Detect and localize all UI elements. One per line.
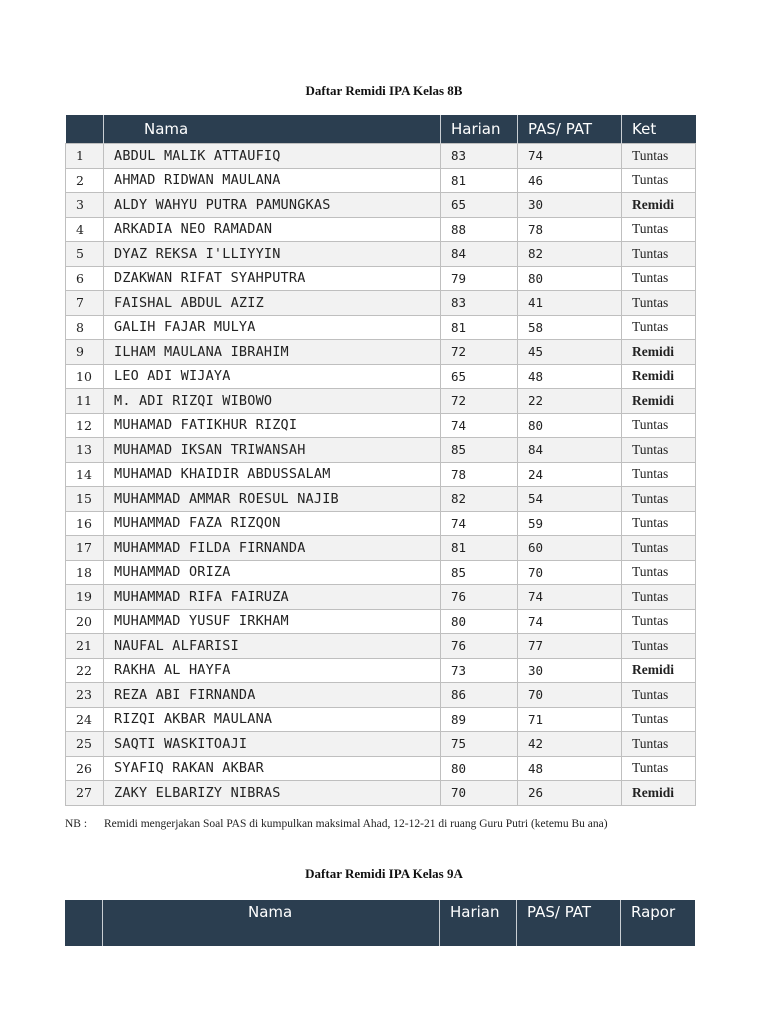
- row-pas-pat: 74: [518, 585, 622, 610]
- row-ket: Tuntas: [622, 732, 696, 757]
- row-pas-pat: 48: [518, 756, 622, 781]
- table-row: [66, 707, 696, 732]
- table-row: [66, 242, 696, 267]
- table-row: [66, 438, 696, 463]
- row-ket: Tuntas: [622, 168, 696, 193]
- row-ket: Tuntas: [622, 462, 696, 487]
- row-ket: Tuntas: [622, 291, 696, 316]
- table-row: [66, 462, 696, 487]
- row-harian: 81: [441, 315, 518, 340]
- row-ket: Tuntas: [622, 683, 696, 708]
- row-harian: 81: [441, 536, 518, 561]
- row-nama: MUHAMMAD FAZA RIZQON: [104, 511, 441, 536]
- row-no: 10: [66, 364, 104, 389]
- row-harian: 89: [441, 707, 518, 732]
- row-ket: Tuntas: [622, 634, 696, 659]
- row-nama: MUHAMMAD YUSUF IRKHAM: [104, 609, 441, 634]
- row-harian: 76: [441, 634, 518, 659]
- row-harian: 78: [441, 462, 518, 487]
- table-row: [66, 683, 696, 708]
- row-ket: Tuntas: [622, 560, 696, 585]
- row-ket: Remidi: [622, 364, 696, 389]
- row-nama: ZAKY ELBARIZY NIBRAS: [104, 781, 441, 806]
- table-row: [66, 168, 696, 193]
- row-harian: 83: [441, 291, 518, 316]
- section1-title: Daftar Remidi IPA Kelas 8B: [305, 83, 463, 98]
- row-no: 12: [66, 413, 104, 438]
- row-no: 5: [66, 242, 104, 267]
- row-nama: SAQTI WASKITOAJI: [104, 732, 441, 757]
- table-row: [66, 364, 696, 389]
- table-row: [66, 511, 696, 536]
- row-harian: 70: [441, 781, 518, 806]
- remidi-table-9a-header: [65, 900, 695, 946]
- row-nama: SYAFIQ RAKAN AKBAR: [104, 756, 441, 781]
- row-nama: ILHAM MAULANA IBRAHIM: [104, 340, 441, 365]
- row-harian: 73: [441, 658, 518, 683]
- row-no: 1: [66, 144, 104, 169]
- row-harian: 85: [441, 438, 518, 463]
- row-pas-pat: 24: [518, 462, 622, 487]
- note-label: NB :: [65, 818, 88, 830]
- row-nama: MUHAMMAD FILDA FIRNANDA: [104, 536, 441, 561]
- row-no: 14: [66, 462, 104, 487]
- row-harian: 74: [441, 413, 518, 438]
- row-no: 3: [66, 193, 104, 218]
- table-row: [66, 291, 696, 316]
- row-pas-pat: 74: [518, 144, 622, 169]
- row-no: 7: [66, 291, 104, 316]
- row-no: 24: [66, 707, 104, 732]
- row-harian: 82: [441, 487, 518, 512]
- row-nama: MUHAMMAD AMMAR ROESUL NAJIB: [104, 487, 441, 512]
- table-header-row: [66, 115, 696, 144]
- row-no: 20: [66, 609, 104, 634]
- header-harian: Harian: [441, 115, 518, 144]
- row-harian: 80: [441, 756, 518, 781]
- row-pas-pat: 46: [518, 168, 622, 193]
- row-nama: GALIH FAJAR MULYA: [104, 315, 441, 340]
- row-no: 18: [66, 560, 104, 585]
- header-pas-pat: PAS/ PAT: [518, 115, 622, 144]
- row-ket: Tuntas: [622, 487, 696, 512]
- row-nama: LEO ADI WIJAYA: [104, 364, 441, 389]
- row-pas-pat: 48: [518, 364, 622, 389]
- row-no: 22: [66, 658, 104, 683]
- row-no: 13: [66, 438, 104, 463]
- row-nama: ALDY WAHYU PUTRA PAMUNGKAS: [104, 193, 441, 218]
- row-no: 17: [66, 536, 104, 561]
- row-harian: 76: [441, 585, 518, 610]
- row-pas-pat: 77: [518, 634, 622, 659]
- table-row: [66, 217, 696, 242]
- row-ket: Tuntas: [622, 266, 696, 291]
- table-row: [66, 658, 696, 683]
- header-no-9a: [65, 900, 103, 946]
- row-harian: 65: [441, 193, 518, 218]
- row-nama: DYAZ REKSA I'LLIYYIN: [104, 242, 441, 267]
- row-pas-pat: 58: [518, 315, 622, 340]
- table-row: [66, 781, 696, 806]
- row-pas-pat: 74: [518, 609, 622, 634]
- row-nama: ABDUL MALIK ATTAUFIQ: [104, 144, 441, 169]
- table-row: [66, 536, 696, 561]
- header-ket: Ket: [622, 115, 696, 144]
- header-nama-9a: Nama: [103, 900, 440, 946]
- table-row: [66, 266, 696, 291]
- row-ket: Tuntas: [622, 144, 696, 169]
- row-harian: 86: [441, 683, 518, 708]
- row-ket: Remidi: [622, 193, 696, 218]
- row-harian: 80: [441, 609, 518, 634]
- row-ket: Tuntas: [622, 609, 696, 634]
- row-harian: 83: [441, 144, 518, 169]
- row-pas-pat: 60: [518, 536, 622, 561]
- row-pas-pat: 30: [518, 658, 622, 683]
- row-ket: Tuntas: [622, 707, 696, 732]
- row-no: 19: [66, 585, 104, 610]
- row-harian: 65: [441, 364, 518, 389]
- row-pas-pat: 54: [518, 487, 622, 512]
- row-ket: Remidi: [622, 658, 696, 683]
- row-pas-pat: 26: [518, 781, 622, 806]
- table-row: [66, 634, 696, 659]
- row-pas-pat: 80: [518, 266, 622, 291]
- section2-title: Daftar Remidi IPA Kelas 9A: [305, 866, 463, 881]
- row-nama: MUHAMAD FATIKHUR RIZQI: [104, 413, 441, 438]
- row-ket: Tuntas: [622, 438, 696, 463]
- table-body: [66, 144, 696, 806]
- table-row: [66, 193, 696, 218]
- row-no: 15: [66, 487, 104, 512]
- note-text: Remidi mengerjakan Soal PAS di kumpulkan maksimal Ahad, 12-12-21 di ruang Guru Putri (ketemu Bu ana): [104, 818, 608, 830]
- row-no: 21: [66, 634, 104, 659]
- row-pas-pat: 70: [518, 683, 622, 708]
- row-pas-pat: 59: [518, 511, 622, 536]
- row-ket: Remidi: [622, 781, 696, 806]
- header-pas-pat-9a: PAS/ PAT: [517, 900, 621, 946]
- row-ket: Tuntas: [622, 242, 696, 267]
- header-harian-9a: Harian: [440, 900, 517, 946]
- row-ket: Tuntas: [622, 511, 696, 536]
- row-pas-pat: 42: [518, 732, 622, 757]
- row-pas-pat: 45: [518, 340, 622, 365]
- row-nama: RIZQI AKBAR MAULANA: [104, 707, 441, 732]
- row-pas-pat: 41: [518, 291, 622, 316]
- row-no: 9: [66, 340, 104, 365]
- row-no: 6: [66, 266, 104, 291]
- row-pas-pat: 71: [518, 707, 622, 732]
- table-row: [66, 315, 696, 340]
- table-row: [66, 340, 696, 365]
- row-no: 11: [66, 389, 104, 414]
- row-ket: Tuntas: [622, 217, 696, 242]
- row-nama: AHMAD RIDWAN MAULANA: [104, 168, 441, 193]
- row-no: 26: [66, 756, 104, 781]
- row-pas-pat: 84: [518, 438, 622, 463]
- row-ket: Remidi: [622, 340, 696, 365]
- row-pas-pat: 30: [518, 193, 622, 218]
- table-row: [66, 389, 696, 414]
- row-nama: RAKHA AL HAYFA: [104, 658, 441, 683]
- row-ket: Tuntas: [622, 413, 696, 438]
- row-pas-pat: 82: [518, 242, 622, 267]
- row-no: 16: [66, 511, 104, 536]
- table-row: [66, 609, 696, 634]
- row-harian: 88: [441, 217, 518, 242]
- row-harian: 79: [441, 266, 518, 291]
- row-harian: 85: [441, 560, 518, 585]
- row-ket: Tuntas: [622, 536, 696, 561]
- row-pas-pat: 22: [518, 389, 622, 414]
- row-nama: MUHAMMAD ORIZA: [104, 560, 441, 585]
- note: [65, 818, 745, 830]
- row-pas-pat: 78: [518, 217, 622, 242]
- row-ket: Tuntas: [622, 756, 696, 781]
- row-nama: FAISHAL ABDUL AZIZ: [104, 291, 441, 316]
- row-ket: Tuntas: [622, 585, 696, 610]
- table-row: [66, 413, 696, 438]
- header-no: [66, 115, 104, 144]
- remidi-table-8b: [65, 115, 696, 806]
- table-row: [66, 487, 696, 512]
- row-no: 8: [66, 315, 104, 340]
- table-row: [66, 585, 696, 610]
- row-harian: 84: [441, 242, 518, 267]
- row-harian: 81: [441, 168, 518, 193]
- row-nama: NAUFAL ALFARISI: [104, 634, 441, 659]
- table-row: [66, 144, 696, 169]
- row-nama: MUHAMMAD RIFA FAIRUZA: [104, 585, 441, 610]
- row-ket: Tuntas: [622, 315, 696, 340]
- header-rapor-9a: Rapor: [631, 903, 676, 921]
- row-no: 27: [66, 781, 104, 806]
- row-nama: M. ADI RIZQI WIBOWO: [104, 389, 441, 414]
- row-nama: DZAKWAN RIFAT SYAHPUTRA: [104, 266, 441, 291]
- row-nama: MUHAMAD IKSAN TRIWANSAH: [104, 438, 441, 463]
- row-pas-pat: 70: [518, 560, 622, 585]
- row-harian: 72: [441, 340, 518, 365]
- table-row: [66, 732, 696, 757]
- row-nama: ARKADIA NEO RAMADAN: [104, 217, 441, 242]
- row-harian: 74: [441, 511, 518, 536]
- row-nama: REZA ABI FIRNANDA: [104, 683, 441, 708]
- row-no: 4: [66, 217, 104, 242]
- row-harian: 75: [441, 732, 518, 757]
- row-pas-pat: 80: [518, 413, 622, 438]
- header-nama: Nama: [104, 115, 441, 144]
- row-nama: MUHAMAD KHAIDIR ABDUSSALAM: [104, 462, 441, 487]
- row-no: 25: [66, 732, 104, 757]
- row-ket: Remidi: [622, 389, 696, 414]
- row-harian: 72: [441, 389, 518, 414]
- table-row: [66, 560, 696, 585]
- row-no: 2: [66, 168, 104, 193]
- table-row: [66, 756, 696, 781]
- row-no: 23: [66, 683, 104, 708]
